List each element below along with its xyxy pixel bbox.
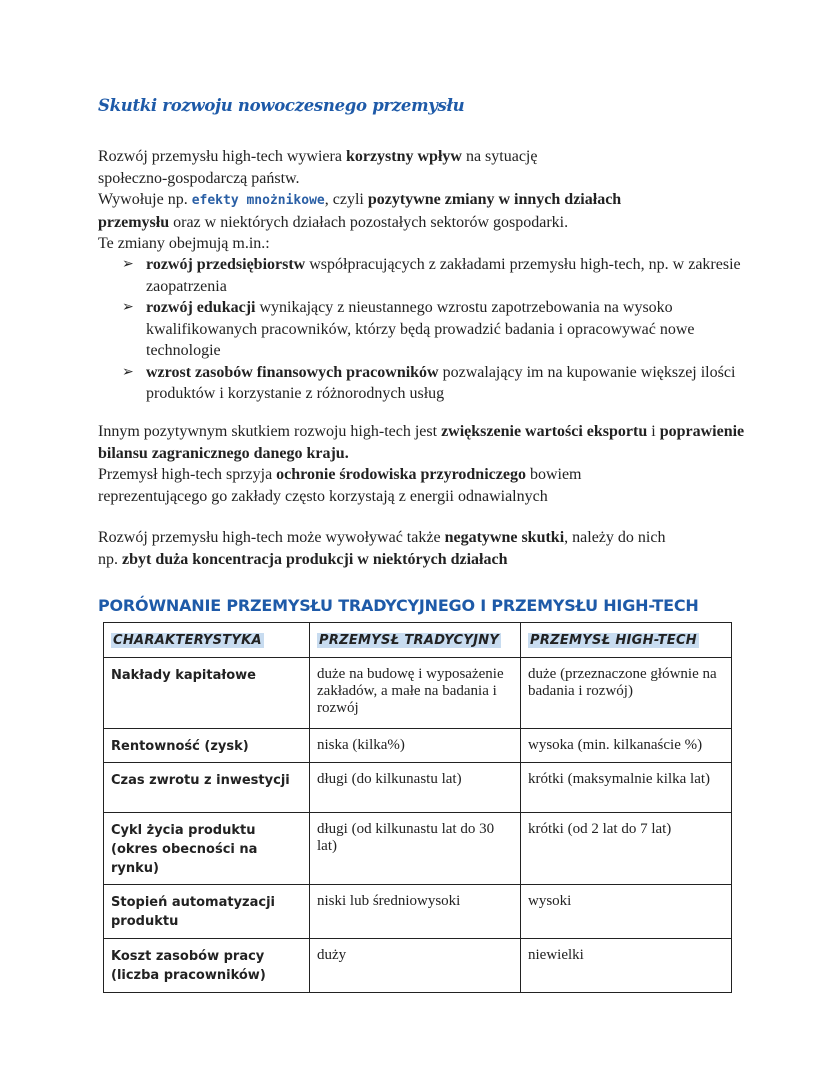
table-title: PORÓWNANIE PRZEMYSŁU TRADYCYJNEGO I PRZEMYSŁU HIGH-TECH — [98, 596, 699, 615]
cell-hightech: wysoka (min. kilkanaście %) — [521, 729, 732, 763]
cell-hightech: krótki (od 2 lat do 7 lat) — [521, 813, 732, 885]
header-cell — [104, 623, 310, 658]
table-row — [104, 763, 732, 813]
cell-traditional: niska (kilka%) — [310, 729, 521, 763]
cell-hightech: wysoki — [521, 885, 732, 939]
intro-paragraph — [98, 146, 758, 255]
bold-span: wzrost zasobów finansowych pracowników — [146, 363, 439, 381]
text-span: współpracujących z zakładami przemysłu high-tech, np. w zakresie zaopatrzenia — [146, 256, 741, 295]
cell-hightech: niewielki — [521, 939, 732, 993]
bold-span: przemysłu — [98, 213, 170, 231]
table-header-row — [104, 623, 732, 658]
positive-effects-paragraph — [98, 421, 758, 507]
arrow-bullet-icon: ➢ — [122, 299, 134, 315]
text-span: Rozwój przemysłu high-tech może wywoływać także — [98, 529, 445, 546]
table-row — [104, 729, 732, 763]
text-span: wynikający z nieustannego wzrostu zapotrzebowania na wysoko kwalifikowanych pracowników, którzy będą prowadzić badania i opracowywać nowe technologie — [146, 299, 695, 359]
text-span: , należy do nich — [564, 529, 666, 546]
arrow-bullet-icon: ➢ — [122, 363, 134, 380]
text-span: bowiem — [525, 466, 582, 483]
cell-hightech: krótki (maksymalnie kilka lat) — [521, 763, 732, 813]
text-span: pozwalający im na kupowanie większej ilości produktów i korzystanie z różnorodnych usług — [146, 363, 736, 402]
text-span: społeczno-gospodarczą państw. — [98, 169, 300, 187]
bold-span: korzystny wpływ — [345, 148, 462, 165]
row-label: Czas zwrotu z inwestycji — [104, 763, 310, 813]
bold-span: ochronie środowiska przyrodniczego — [276, 466, 526, 483]
cell-hightech: duże (przeznaczone głównie na badania i rozwój) — [521, 658, 732, 729]
text-span: i — [647, 423, 660, 440]
table-row — [104, 939, 732, 993]
text-span: reprezentującego go zakłady często korzystają z energii odnawialnych — [98, 487, 548, 505]
bold-span: rozwój przedsiębiorstw — [146, 256, 306, 273]
text-span: Te zmiany obejmują m.in.: — [98, 235, 270, 252]
row-label: Rentowność (zysk) — [104, 729, 310, 763]
table-row — [104, 658, 732, 729]
text-span: oraz w niektórych działach pozostałych sektorów gospodarki. — [169, 213, 569, 231]
bold-span: rozwój edukacji — [146, 299, 256, 316]
header-cell — [310, 623, 521, 658]
section-title: Skutki rozwoju nowoczesnego przemysłu — [98, 96, 465, 115]
list-item — [98, 362, 758, 405]
text-span: np. — [98, 550, 122, 568]
arrow-bullet-icon: ➢ — [122, 256, 134, 272]
cell-traditional: długi (do kilkunastu lat) — [310, 763, 521, 813]
header-label: PRZEMYSŁ TRADYCYJNY — [319, 633, 500, 648]
effects-list — [98, 254, 758, 405]
bold-span: zwiększenie wartości eksportu — [441, 423, 648, 440]
text-span: Wywołuje np. — [98, 191, 192, 208]
header-label: PRZEMYSŁ HIGH-TECH — [530, 633, 697, 648]
bold-span: zbyt duża koncentracja produkcji w niektórych działach — [122, 550, 508, 568]
bold-span: pozytywne zmiany w innych działach — [367, 191, 622, 208]
bold-span: negatywne skutki — [444, 529, 565, 546]
table-row — [104, 813, 732, 885]
bold-span: poprawienie bilansu zagranicznego danego kraju. — [98, 423, 745, 462]
text-span: , czyli — [324, 191, 368, 208]
header-cell — [521, 623, 732, 658]
negative-effects-paragraph — [98, 527, 738, 570]
row-label: Cykl życia produktu (okres obecności na rynku) — [104, 813, 310, 885]
cell-traditional: niski lub średniowysoki — [310, 885, 521, 939]
table-row — [104, 885, 732, 939]
comparison-table — [103, 622, 732, 993]
header-label: CHARAKTERYSTYKA — [113, 633, 262, 648]
cell-traditional: długi (od kilkunastu lat do 30 lat) — [310, 813, 521, 885]
text-span: Przemysł high-tech sprzyja — [98, 466, 277, 483]
text-span: Rozwój przemysłu high-tech wywiera — [98, 148, 346, 165]
list-item — [98, 297, 758, 362]
text-span: na sytuację — [461, 148, 538, 165]
row-label: Koszt zasobów pracy (liczba pracowników) — [104, 939, 310, 993]
text-span: Innym pozytywnym skutkiem rozwoju high-tech jest — [98, 423, 442, 440]
cell-traditional: duży — [310, 939, 521, 993]
handwritten-term: efekty mnożnikowe — [191, 193, 325, 208]
row-label: Nakłady kapitałowe — [104, 658, 310, 729]
row-label: Stopień automatyzacji produktu — [104, 885, 310, 939]
cell-traditional: duże na budowę i wyposażenie zakładów, a małe na badania i rozwój — [310, 658, 521, 729]
list-item — [98, 254, 758, 297]
